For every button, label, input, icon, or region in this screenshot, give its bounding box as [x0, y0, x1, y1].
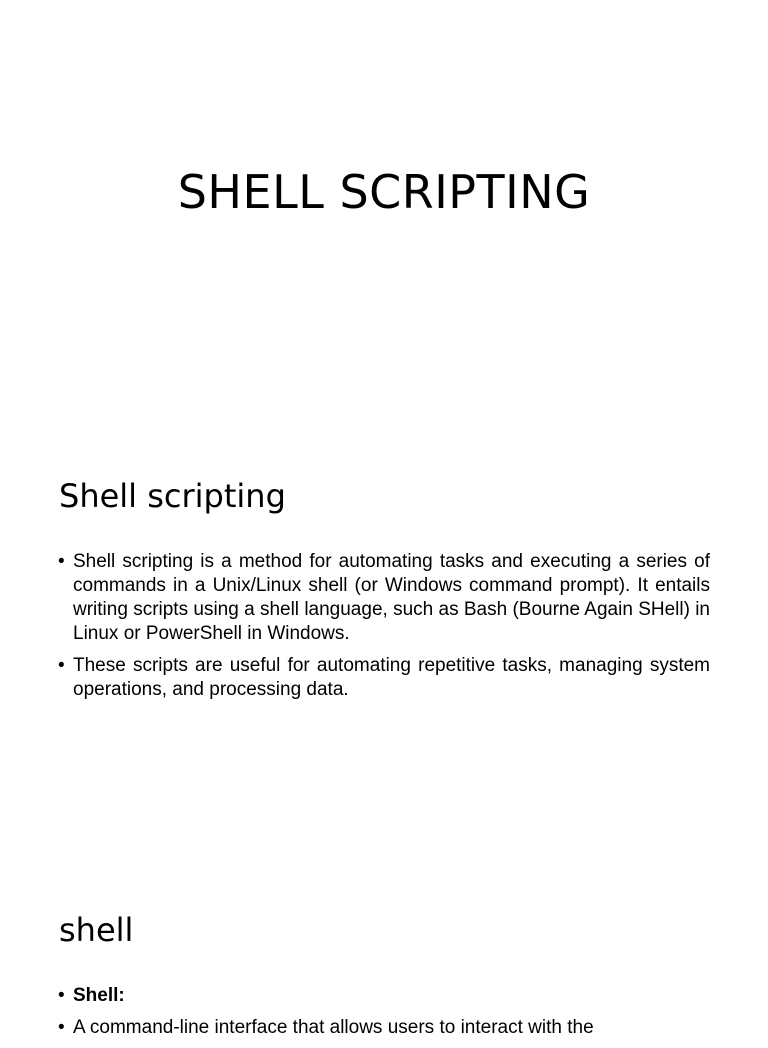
slide-heading: shell [59, 911, 134, 949]
list-item [58, 654, 710, 702]
bullet-text: These scripts are useful for automating repetitive tasks, managing system operations, and processing data. [73, 655, 710, 700]
bullet-icon: • [58, 985, 65, 1006]
slide-shell [0, 864, 768, 1038]
bullet-list [58, 984, 710, 1048]
bullet-icon: • [58, 551, 65, 572]
bullet-text: A command-line interface that allows users to interact with the [73, 1017, 594, 1038]
bullet-text: Shell scripting is a method for automating tasks and executing a series of commands in a Unix/Linux shell (or Windows command prompt). It entails writing scripts using a shell language, such as Bash (Bourne Again SHell) in Linux or PowerShell in Windows. [73, 551, 710, 644]
list-item [58, 984, 710, 1008]
bullet-text: Shell: [73, 985, 125, 1006]
bullet-icon: • [58, 1017, 65, 1038]
slide-shell-scripting [0, 432, 768, 864]
page-title: SHELL SCRIPTING [177, 165, 591, 219]
list-item [58, 1016, 710, 1040]
slide-heading: Shell scripting [59, 477, 286, 515]
bullet-list [58, 550, 710, 710]
list-item [58, 550, 710, 646]
bullet-icon: • [58, 655, 65, 676]
title-slide [0, 0, 768, 432]
